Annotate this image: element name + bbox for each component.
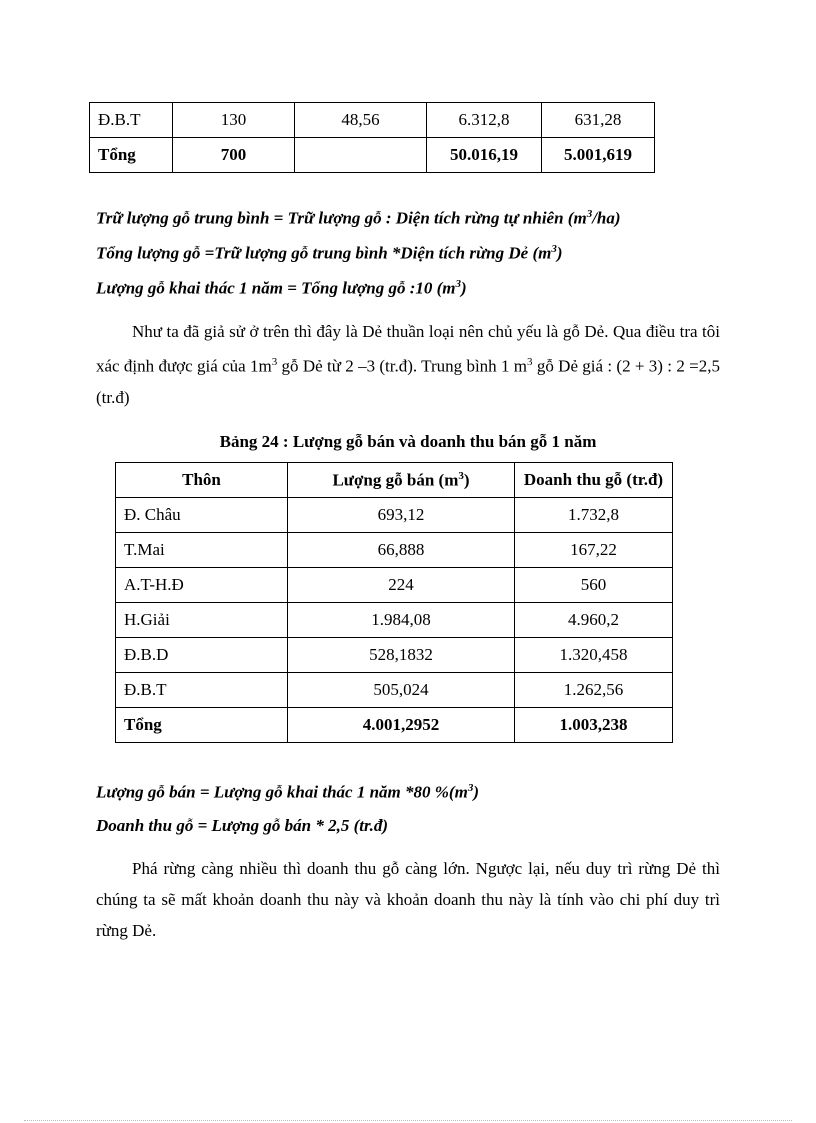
table-cell: 4.001,2952: [288, 708, 515, 743]
table-row: [116, 498, 673, 533]
top-table: [89, 102, 655, 173]
table-cell: 1.003,238: [515, 708, 673, 743]
formula-annual-harvest: Lượng gỗ khai thác 1 năm = Tổng lượng gỗ :10 $(m^3)$: [96, 278, 467, 298]
formula-timber-sold: Lượng gỗ bán = Lượng gỗ khai thác 1 năm *80 $\%(m^3)$: [96, 782, 479, 802]
table-caption: Bảng 24 : Lượng gỗ bán và doanh thu bán gỗ 1 năm: [219, 432, 597, 451]
table-row: [116, 638, 673, 673]
table-cell: 4.960,2: [515, 603, 673, 638]
formula-average-volume: Trữ lượng gỗ trung bình = Trữ lượng gỗ : Diện tích rừng tự nhiên $(m^3/ha)$: [96, 208, 621, 228]
table-cell: H.Giải: [116, 603, 288, 638]
table-cell: 130: [173, 103, 295, 138]
table-cell: 700: [173, 138, 295, 173]
column-header: Doanh thu gỗ (tr.đ): [515, 463, 673, 498]
table-row: [116, 673, 673, 708]
table-cell: 505,024: [288, 673, 515, 708]
paragraph-price: Như ta đã giả sử ở trên thì đây là Dẻ thuần loại nên chủ yếu là gỗ Dẻ. Qua điều tra tôi xác định được giá của $1m^3$ gỗ Dẻ từ 2 –3 (tr.đ). Trung bình 1 $m^3$ gỗ Dẻ giá : (2 + 3) : 2 =2,5 (tr.đ): [96, 322, 720, 407]
table-cell: Đ.B.T: [116, 673, 288, 708]
formula-total-volume: Tổng lượng gỗ =Trữ lượng gỗ trung bình *Diện tích rừng Dẻ $(m^3)$: [96, 243, 563, 263]
table-cell: 167,22: [515, 533, 673, 568]
column-header: Lượng gỗ bán $(m^3)$: [288, 463, 515, 498]
paragraph-conclusion: Phá rừng càng nhiều thì doanh thu gỗ càng lớn. Ngược lại, nếu duy trì rừng Dẻ thì chúng ta sẽ mất khoản doanh thu này và khoản doanh thu này là tính vào chi phí duy trì rừng Dẻ.: [96, 859, 720, 940]
table-row-total: [90, 138, 655, 173]
table-cell: Đ.B.D: [116, 638, 288, 673]
table-cell: 693,12: [288, 498, 515, 533]
table-cell: Đ. Châu: [116, 498, 288, 533]
table-cell: Tổng: [90, 138, 173, 173]
table-cell: 5.001,619: [542, 138, 655, 173]
table-cell: A.T-H.Đ: [116, 568, 288, 603]
table-header-row: [116, 463, 673, 498]
table-cell: 224: [288, 568, 515, 603]
table-cell: 528,1832: [288, 638, 515, 673]
table-cell: Tổng: [116, 708, 288, 743]
table-row: [90, 103, 655, 138]
table-cell: 1.320,458: [515, 638, 673, 673]
table-cell: T.Mai: [116, 533, 288, 568]
formula-timber-revenue: Doanh thu gỗ = Lượng gỗ bán * 2,5 (tr.đ): [96, 816, 389, 835]
table-row: [116, 568, 673, 603]
timber-revenue-table: [115, 462, 673, 743]
table-row-total: [116, 708, 673, 743]
column-header: Thôn: [116, 463, 288, 498]
table-cell: 1.984,08: [288, 603, 515, 638]
table-cell: 631,28: [542, 103, 655, 138]
table-cell: [295, 138, 427, 173]
table-cell: 1.732,8: [515, 498, 673, 533]
table-cell: 1.262,56: [515, 673, 673, 708]
table-row: [116, 533, 673, 568]
table-cell: 66,888: [288, 533, 515, 568]
table-cell: 6.312,8: [427, 103, 542, 138]
table-cell: Đ.B.T: [90, 103, 173, 138]
table-row: [116, 603, 673, 638]
table-cell: 560: [515, 568, 673, 603]
table-cell: 48,56: [295, 103, 427, 138]
table-cell: 50.016,19: [427, 138, 542, 173]
page-bottom-divider: [24, 1120, 792, 1121]
